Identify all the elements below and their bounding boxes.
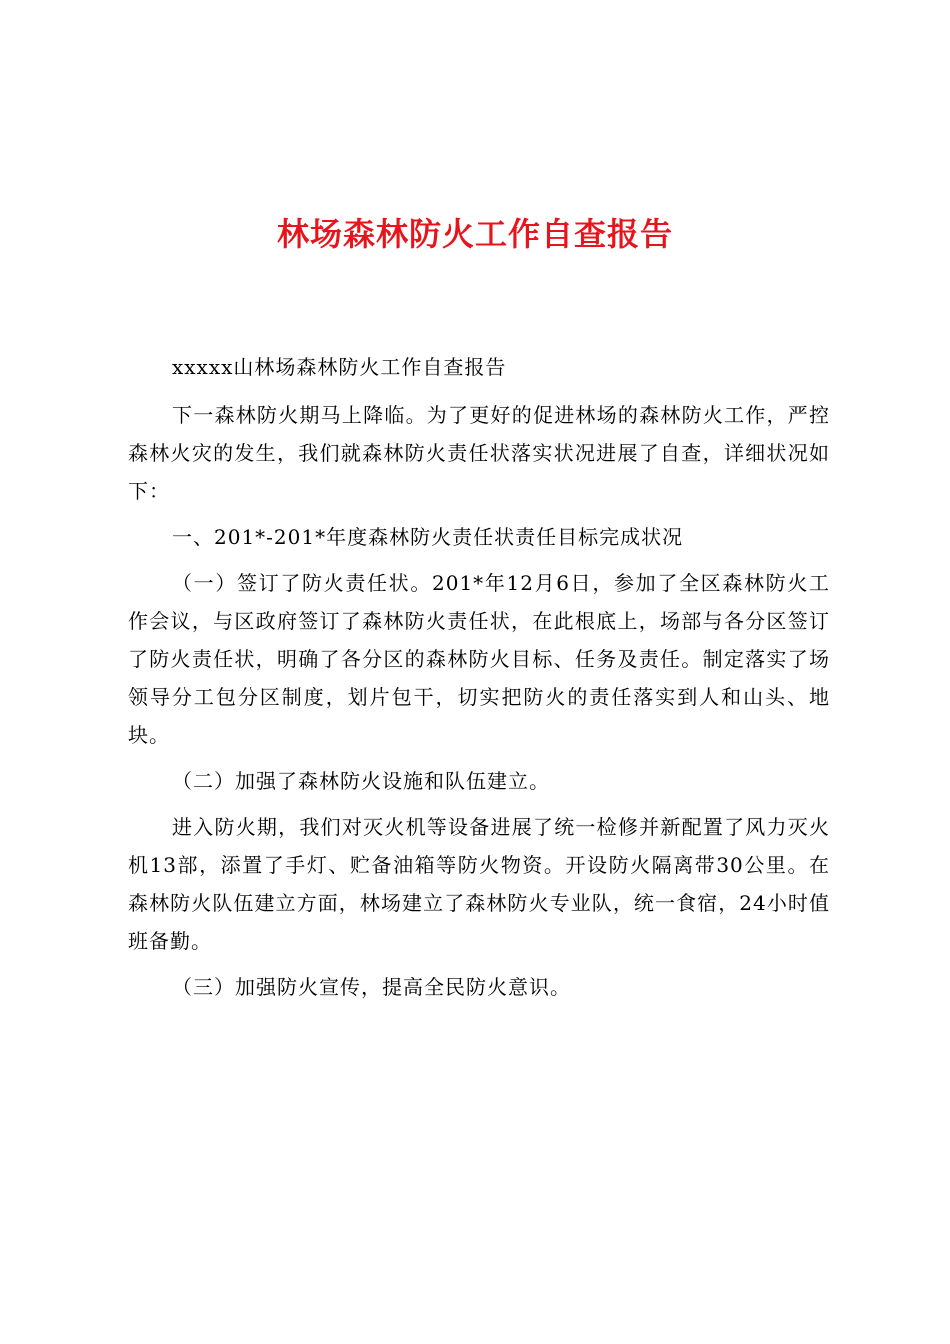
subsection-one-paragraph: （一）签订了防火责任状。201*年12月6日，参加了全区森林防火工作会议，与区政府签订了森林防火责任状，在此根底上，场部与各分区签订了防火责任状，明确了各分区的森林防火目标、任务及责任。制定落实了场领导分工包分区制度，划片包干，切实把防火的责任落实到人和山头、地块。 [128,571,830,747]
document-body [128,348,830,1006]
report-subtitle-paragraph: xxxxx山林场森林防火工作自查报告 [172,355,507,379]
subsection-two-heading: （二）加强了森林防火设施和队伍建立。 [172,769,550,793]
document-title: 林场森林防火工作自查报告 [276,215,673,253]
section-heading-one: 一、201*-201*年度森林防火责任状责任目标完成状况 [172,525,684,549]
intro-paragraph: 下一森林防火期马上降临。为了更好的促进林场的森林防火工作，严控森林火灾的发生，我们就森林防火责任状落实状况进展了自查，详细状况如下： [128,403,830,503]
facilities-paragraph: 进入防火期，我们对灭火机等设备进展了统一检修并新配置了风力灭火机13部，添置了手灯、贮备油箱等防火物资。开设防火隔离带30公里。在森林防火队伍建立方面，林场建立了森林防火专业队，统一食宿，24小时值班备勤。 [128,815,830,953]
subsection-three-heading: （三）加强防火宣传，提高全民防火意识。 [172,975,571,999]
